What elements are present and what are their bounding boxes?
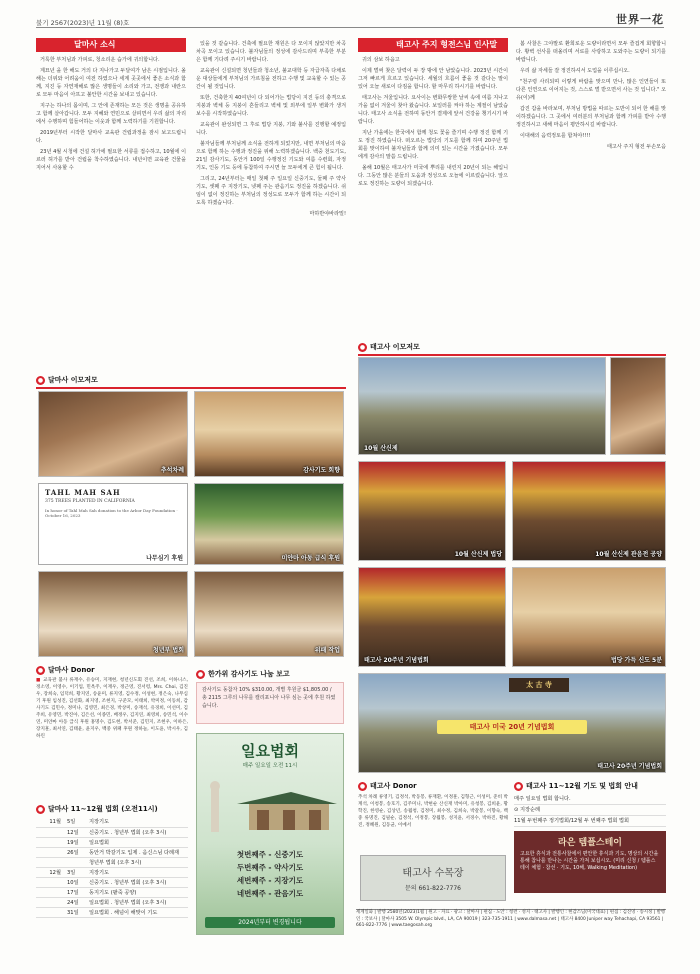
temple-sign: 太 古 寺 [509,678,569,692]
schedule-event: 동안거 박갈기도 입제 . 음신스님 다례재 [86,847,188,857]
ad-footer: 2024년부터 변경됩니다 [205,917,335,928]
dalma-news-col1 [36,56,186,356]
schedule-row [36,857,188,867]
donor-names: 추석 차례 류영기, 김정석, 박동봉, 류재환, 이정훈, 김형근, 이성미, 준비 박계석, 이청봉, 송호기, 김주미니, 박현순 산신재 박아미, 유청봉, 김희윤, 황학진, 한영순, 김상년, 송월청, 김정미, 최수정, 김희숙, 박갈봉, 이향숙, 백중 류명진, 김필순, 김정석, 이정봉, 장월봉, 성지윤, 서경수, 박하진, 황해진, 정혜원, 김동균, 이예서 [358,795,508,828]
section-heading-label: 태고사 이모저모 [370,343,420,351]
ad-line: 세번째주 - 지장기도 [236,876,304,885]
photo-mountain-rite [358,357,606,455]
ad-line: 첫번째주 - 신중기도 [236,850,304,859]
temple-illustration [197,778,345,838]
contact-phone: 문의 661-822-7776 [404,885,461,892]
publication-footer [356,909,666,937]
photo-anniversary-1 [358,567,506,667]
certificate-title: TAHL MAH SAH [45,488,121,497]
ad-prayer-lines [197,848,343,900]
schedule-month [36,887,64,897]
schedule-day [64,857,86,867]
dalma-donor-list [36,677,188,791]
schedule-month [36,877,64,887]
article-paragraph: 우리 삶 자세들 잘 정진하셔서 도업을 이루십시오. [520,68,630,74]
photo-caption: 청년부 법회 [152,647,184,654]
masthead [36,12,664,28]
article-paragraph: 지난 가을에는 한국에서 함께 청도 꽃을 즐기며 수행 정진 함께 기도 정진 하였습니다. 떠오르는 법당의 기도를 함께 하며 20주년 법회를 맞이하여 불자님들과 함께 의미 있는 시간을 가졌습니다. 모두에게 감사의 말씀 드립니다. [358,130,508,160]
issue-label: 불기 2567(2023)년 11월 (8)호 [36,19,130,27]
photo-caption: 10월 산신제 [364,445,398,452]
article-signature: 태고사 주지 형전 두손모음 [607,144,666,150]
schedule-event: 일요법회 [86,837,188,847]
schedule-day: 26일 [64,847,86,857]
taego-greeting-col2 [516,40,666,340]
schedule-row [36,887,188,897]
thanksgiving-text: 감사기도 동참자 10% $310.00, 개별 후원금 $1,805.00 / 총 2115 그루의 나무를 캘리포니아 나무 심는 곳에 후원 하였습니다. [202,687,336,709]
section-divider [358,354,666,356]
thanksgiving-heading [196,668,346,680]
photo-caption: 미얀마 아동 급식 후원 [281,555,340,562]
article-paragraph: 마하반야바라밀! [309,211,346,217]
schedule-row [36,847,188,857]
section-bullet-icon: ● [359,343,366,351]
section-bullet-icon: ● [37,376,44,384]
schedule-month [36,827,64,837]
photo-dharma-hall [358,461,506,561]
schedule-row: ⊙ 지장순례 [514,805,666,816]
photo-group-anniversary [358,673,666,773]
anniversary-banner: 태고사 미국 20년 기념법회 [437,720,587,734]
article-paragraph: 2019년부터 시작한 달마사 교육관 건립과정을 잠시 보고드립니다. [36,130,186,144]
taego-donor-heading [358,780,508,792]
photo-thanks-prayer [194,391,344,477]
dalma-schedule-heading [36,803,188,815]
schedule-event: 동지기도 (팥죽 공양) [86,887,188,897]
schedule-row [36,837,188,847]
photo-caption: 10월 산신제 관음전 공양 [595,551,662,558]
dalma-schedule-table [36,817,188,918]
footer-text: 세계일화 | 발행 2580년(2023)1월 | 원고 · 자료 · 광고 : 달마사 | 편집 · 도안 : 청련 · 성지 · 태고사 | 발행인 : 현감스님(미국대표) | 편집 : 김진영 · 송시정 | 발행인 : 국보사 | 달마사 3505 W. Olympic blvd., LA, CA 90019 | 323-735-1911 | www.dalmasa.net | 태고사 8400 Juniper way Tehachapi, CA 93561 | 661-822-7776 | www.taegosah.org [356,910,666,928]
article-paragraph: 이대해의 음력정토를 합쳐야!!!! [520,133,591,139]
photo-caption: 10월 산신제 법당 [454,551,502,558]
schedule-event: 지장기도 [86,867,188,877]
article-paragraph: 이제 벌써 찾은 달력이 두 장 밖에 안 남았습니다. 2023년 시간이 그저 빠르게 흐르고 있습니다. 세월의 흐름이 좋을 것 같다는 말이 있어 오늘 새로이 다짐을 합니다. 할 마무리 하시기를 바랍니다. [358,68,508,90]
schedule-month [36,897,64,907]
schedule-event: 지장기도 [86,817,188,827]
photo-memorial-tablets [194,571,344,657]
schedule-event: 청년부 법회 (오후 3시) [86,857,188,867]
article-paragraph: 교육관이 완성되면 그 후로 법당 지붕, 기와 불사를 진행할 예정입니다. [196,122,346,136]
article-paragraph: 그리고, 24년부터는 매일 첫째 주 일요일 신중기도, 둘째 주 약사기도, 셋째 주 지장기도, 넷째 주는 관음기도 정진을 하겠습니다. 쉬임이 없이 정진하는 부처님의 정성도로 모두가 함께 하는 시간이 되도록 하겠습니다. [196,176,346,206]
photo-caption: 태고사 20주년 기념법회 [364,657,429,664]
schedule-month [36,907,64,917]
section-bullet-icon: ● [37,805,44,813]
article-paragraph: 교육관이 신설되면 청년들과 청소년, 불교대학 등 자급자족 다채로운 대상들에게 부처님의 가르침을 전하고 수행 및 교육할 수 있는 공간이 될 것입니다. [196,68,346,90]
taego-donor-list [358,794,508,850]
section-bullet-icon: ● [359,782,366,790]
schedule-month: 11월 [36,817,64,827]
photo-youth-service [38,571,188,657]
photo-full-hall [512,567,666,667]
schedule-row [36,897,188,907]
photo-caption: 추석차례 [160,467,184,474]
taego-schedule-list [514,794,666,827]
schedule-row [36,877,188,887]
taego-greeting-title: 태고사 주지 형전스님 인사말 [358,38,508,52]
schedule-day: 31일 [64,907,86,917]
paper-logo: 世界一花 [616,13,664,26]
certificate-subtitle: 375 TREES PLANTED IN CALIFORNIA [45,499,135,504]
schedule-event: 일요법회 . 청년부 법회 (오후 3시) [86,897,188,907]
article-paragraph: 불자님들께 부처님께 소식을 전하게 되었지만, 내면 부처님의 마음으로 함께 하는 수행과 정진을 위해 노력하겠습니다. 백중 천도기도, 21일 감사기도, 동안거 100일 수행정진 기도와 여름 수련회, 자정기도, 인등 기도 등에 동참하여 주시면 늘 모두에게 큰 힘이 됩니다. [196,141,346,171]
section-heading-label: 태고사 Donor [370,782,417,790]
article-paragraph: 봄 사찰은 그야말로 환희로운 도량이라면서 모두 즐겁게 회향합니다. 황벽 선사를 떠올리며 서로를 사랑하고 도와주는 도량이 되기를 바랍니다. [516,41,666,63]
ad-line: 네번째주 - 관음기도 [236,889,304,898]
section-bullet-icon: ● [37,666,44,674]
section-heading-label: 달마사 이모저모 [48,376,98,384]
article-paragraph: 귀의 삼보 하옵고 [362,57,400,63]
dalma-photos-heading [36,374,346,386]
schedule-month: 12월 [36,867,64,877]
taego-schedule-heading [514,780,666,792]
sunday-service-ad [196,733,344,935]
article-paragraph: 거룩한 부처님과 가피로, 청소리운 습가에 귀의합니다. [40,57,160,63]
section-divider [36,387,346,389]
schedule-month [36,837,64,847]
article-paragraph: 올해 10월은 태고사가 미국에 뿌리를 내린지 20년이 되는 해입니다. 그동안 많은 분들의 도움과 정성으로 오늘에 이르렀습니다. 앞으로도 정진하는 도량이 되겠습니다. [358,165,508,187]
article-paragraph: 있을 것 같습니다. 건축에 필요한 재원은 다 모이지 않았지만 차곡차곡 모이고 있습니다. 불자님들의 정성에 감사드리며 부족한 부분은 함께 기다려 주시기 바랍니다. [196,41,346,63]
temple-stay-title: 라은 템플스테이 [558,838,622,848]
ad-line: 두번째주 - 약사기도 [236,863,304,872]
dalma-news-title: 달마사 소식 [36,38,186,52]
certificate-body: In honor of Tahl Mah Sah donation to the Arbor Day Foundation · October 16, 2023 [45,508,178,518]
section-heading-label: 태고사 11~12월 기도 및 법회 안내 [526,782,638,790]
photo-offerings [610,357,666,455]
photo-caption: 법당 가득 신도 5분 [610,657,662,664]
schedule-day: 10일 [64,877,86,887]
ad-title: 일요법회 [241,742,299,760]
section-heading-label: 달마사 Donor [48,666,95,674]
schedule-day: 19일 [64,837,86,847]
article-paragraph: 또한, 건축한지 40여년이 다 되어가는 법당이 지진 등의 충격으로 지붕과 벽체 등 지붕이 흔들리고 벽체 및 외부에 일부 변화가 생겨 보수를 시작하였습니다. [196,95,346,117]
taego-greeting-col1 [358,56,508,336]
temple-stay-ad [514,831,666,893]
schedule-event: 신중기도 . 청년부 법회 (오후 3시) [86,877,188,887]
section-heading-label: 달마사 11~12월 법회 (오전11시) [48,805,158,813]
photo-myanmar-meal [194,483,344,565]
photo-caption: 위패 작업 [314,647,340,654]
section-bullet-icon: ● [515,782,522,790]
contact-title: 태고사 수목장 [402,868,464,879]
article-paragraph: 갑진 갑을 바라보며, 부처님 방법을 따르는 도반이 되어 한 해를 맞이하겠습니다. 그 곳에서 여러분의 부처님과 함께 가피를 받아 수행정진하시고 새해 마음이 평안하시길 바랍니다. [516,106,666,128]
donor-highlight: ■ [36,678,44,683]
schedule-row: 11월 두번째주 정기법회/12월 두 번째주 법회 법회 [514,816,666,827]
photo-caption: 감사기도 회향 [303,467,340,474]
schedule-row [36,907,188,917]
tree-burial-contact [360,855,506,901]
article-paragraph: 23년 4월 시청에 건설 허가에 필요한 서류를 접수하고, 10월에 이르러 허가를 받아 건립을 착수하였습니다. 내년이면 교육관 건물을 지어서 사용할 수 [36,149,186,171]
photo-caption: 태고사 20주년 기념법회 [597,763,662,770]
tree-planting-certificate [38,483,188,565]
dalma-donor-heading [36,664,186,676]
schedule-month [36,857,64,867]
photo-caption: 나무심기 후원 [146,555,183,562]
section-heading-label: 한가위 감사기도 나눔 보고 [208,670,290,678]
photo-gwaneum-hall [512,461,666,561]
schedule-month [36,847,64,857]
taego-photos-heading [358,341,666,353]
schedule-event: 일요법회 . 해넘이 해맞이 기도 [86,907,188,917]
article-paragraph: 계묘년 을 한 해도 거의 다 지나가고 두달여가 남은 시점입니다. 올해는 더위와 어려움이 여전 하였으나 세계 곳곳에서 좋은 소식과 함께, 지진 등 자연재해로 많은 생명들이 소리와 가고, 전쟁과 내란으로 모두 마음이 아프고 불안한 시간을 보내고 있습니다. [36,68,186,98]
photo-chuseok [38,391,188,477]
schedule-day: 17일 [64,887,86,897]
article-paragraph: 태고사는 겨울입니다. 요사이는 변화무쌍한 날씨 속에 여름 지나고 가을 없이 겨울이 찾아 왔습니다. 보일러를 켜야 하는 계절이 남았습니다. 태고사 소식을 전하며 동안거 결제에 앞서 건강을 챙기시기 바랍니다. [358,95,508,125]
schedule-row [36,867,188,877]
article-paragraph: 지구는 하나의 몸이며, 그 안에 존재하는 모든 것은 생명을 공유하고 함께 살아갑니다. 모두 지혜와 연민으로 살피면서 우리 삶의 자리에서 수행하며 힘들어하는 이웃과 함께 노력하기를 기원합니다. [36,103,186,125]
schedule-row: 매주 일요일 법회 합니다. [514,794,666,805]
ad-subtitle: 매주 일요일 오전 11시 [242,763,298,769]
article-paragraph: "천구령 사리되며 이렇게 바람을 맞으며 만나, 많은 인연들이 또 다른 인연으로 이어지는 것, 스스로 벌 받으면서 사는 것 입니다." 오유(이)께 [516,79,666,101]
schedule-day: 3일 [64,867,86,877]
temple-stay-text: 고요한 휴식과 전통사찰에서 편안한 휴식과 기도, 명상의 시간을 통해 참나를 만나는 시간을 가져 보십시오. (미리 신청 / 템플스테이 체험 · 참선 · 기도, 10해, Walking Meditation) [520,851,659,871]
donor-names: 교육관 불사 류재수, 유승미, 지재현, 청년신도회 진선, 조희, 이하니스, 정소영, 이영수, 이기업, 민옥주, 이재우, 정근영, 진서령, Mrs. Choi, 김진우, 장희숙, 임덕희, 황지연, 송윤미, 류지영, 김수정, 이성현, 정은숙, 나무심기 후원 임성진, 김선화, 최지영, 조현지, 구준모, 이태희, 박미정, 이동희, 감사기도 김민수, 정미나, 김영민, 최은경, 박상미, 송재석, 유경희, 이선미, 김주희, 유영민, 박진아, 김은선, 이종민, 배정우, 김지연, 최영희, 송민석, 이수연, 미얀마 아동 급식 후원 홍명수, 김도현, 박서준, 김민지, 조현우, 이하은, 장지훈, 최서연, 김태윤, 윤지우, 백중 위패 후원 정하늘, 이도윤, 박시우, 김하린 [36,678,188,739]
schedule-row [36,817,188,827]
schedule-day: 24일 [64,897,86,907]
schedule-day: 12일 [64,827,86,837]
schedule-day: 5일 [64,817,86,827]
section-bullet-icon: ● [197,670,204,678]
dalma-news-col2 [196,40,346,360]
schedule-row [36,827,188,837]
thanksgiving-box [196,682,344,724]
schedule-event: 신중기도 . 청년부 법회 (오후 3시) [86,827,188,837]
